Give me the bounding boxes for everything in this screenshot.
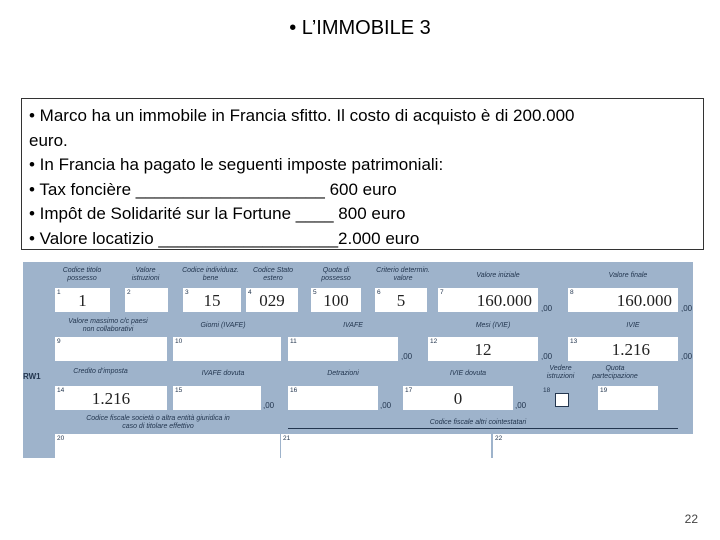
field-number: 21 xyxy=(283,435,291,442)
field-valore-iniziale[interactable] xyxy=(438,288,538,312)
field-value: 0 xyxy=(453,389,463,408)
row-label: RW1 xyxy=(23,372,41,381)
field-cointestatario-2[interactable] xyxy=(493,434,693,458)
text-line: • Valore locatizio ___________________2.000 euro xyxy=(29,228,420,248)
field-number: 3 xyxy=(185,289,189,296)
text-line: • In Francia ha pagato le seguenti imposte patrimoniali: xyxy=(29,155,444,174)
field-number: 22 xyxy=(495,435,503,442)
field-codice-fiscale-societa[interactable] xyxy=(55,434,280,458)
label-codice-fiscale-cointestatari: Codice fiscale altri cointestatari xyxy=(429,419,527,426)
field-number: 11 xyxy=(290,338,297,345)
field-number: 7 xyxy=(440,289,444,296)
label-ivie: IVIE xyxy=(626,322,640,329)
field-number: 4 xyxy=(248,289,252,296)
field-credito[interactable] xyxy=(55,386,167,410)
field-codice-stato[interactable] xyxy=(246,288,298,312)
label-valore-iniziale: Valore iniziale xyxy=(476,272,520,279)
field-quota[interactable] xyxy=(311,288,361,312)
field-number: 6 xyxy=(377,289,381,296)
field-quota-partecipazione[interactable] xyxy=(598,386,658,410)
field-number: 20 xyxy=(57,435,65,442)
divider xyxy=(288,428,678,429)
label-codice-individuaz: Codice individuaz. bene xyxy=(182,267,239,282)
field-number: 9 xyxy=(57,338,61,345)
field-ivie[interactable] xyxy=(568,337,678,361)
field-number: 2 xyxy=(127,289,131,296)
field-value: 160.000 xyxy=(476,291,532,310)
label-ivafe: IVAFE xyxy=(343,322,363,329)
label-codice-stato: Codice Stato estero xyxy=(252,267,294,282)
label-detrazioni: Detrazioni xyxy=(327,370,359,377)
rw1-tax-form xyxy=(23,262,693,458)
field-number: 5 xyxy=(313,289,317,296)
field-number: 10 xyxy=(175,338,183,345)
field-value: 12 xyxy=(474,340,492,359)
text-line: euro. xyxy=(29,130,68,150)
field-valore-istruzioni[interactable] xyxy=(125,288,168,312)
label-ivafe-dovuta: IVAFE dovuta xyxy=(201,370,245,377)
field-ivafe[interactable] xyxy=(288,337,398,361)
field-number: 12 xyxy=(430,338,438,345)
label-ivie-dovuta: IVIE dovuta xyxy=(449,370,487,377)
label-valore-finale: Valore finale xyxy=(608,272,648,279)
label-mesi: Mesi (IVIE) xyxy=(475,322,511,329)
field-value: 160.000 xyxy=(616,291,672,310)
label-valore-istruzioni: Valore istruzioni xyxy=(131,267,160,282)
field-number: 1 xyxy=(57,289,61,296)
field-detrazioni[interactable] xyxy=(288,386,378,410)
field-number: 17 xyxy=(405,387,413,394)
field-number: 18 xyxy=(543,387,551,394)
field-ivie-dovuta[interactable] xyxy=(403,386,513,410)
field-value: 1 xyxy=(78,291,87,310)
text-line: • Marco ha un immobile in Francia sfitto. Il costo di acquisto è di 200.000 xyxy=(29,106,575,125)
label-credito: Credito d’imposta xyxy=(73,368,128,375)
label-codice-titolo: Codice titolo possesso xyxy=(62,267,102,282)
cents-suffix: ,00 xyxy=(380,401,392,410)
label-giorni: Giorni (IVAFE) xyxy=(200,322,246,329)
field-codice-titolo[interactable] xyxy=(55,288,110,312)
field-number: 16 xyxy=(290,387,298,394)
field-valore-massimo[interactable] xyxy=(55,337,167,361)
page-number: 22 xyxy=(684,512,698,526)
label-valore-massimo: Valore massimo c/c paesi non collaborativi xyxy=(68,318,148,333)
field-value: 1.216 xyxy=(91,389,131,408)
field-cointestatario-1[interactable] xyxy=(281,434,491,458)
field-mesi[interactable] xyxy=(428,337,538,361)
exercise-text-box xyxy=(21,98,704,250)
label-codice-fiscale-societa: Codice fiscale società o altra entità giuridica in caso di titolare effettivo xyxy=(86,415,230,430)
field-codice-individuaz[interactable] xyxy=(183,288,241,312)
field-value: 15 xyxy=(203,291,221,310)
text-line: • Impôt de Solidarité sur la Fortune ____ 800 euro xyxy=(29,204,406,223)
cents-suffix: ,00 xyxy=(263,401,275,410)
cents-suffix: ,00 xyxy=(541,304,553,313)
field-number: 14 xyxy=(57,387,65,394)
cents-suffix: ,00 xyxy=(681,352,693,361)
field-number: 15 xyxy=(175,387,183,394)
cents-suffix: ,00 xyxy=(541,352,553,361)
field-number: 13 xyxy=(570,338,578,345)
label-criterio: Criterio determin. valore xyxy=(376,267,430,282)
checkbox-vedere-istruzioni[interactable] xyxy=(555,393,569,407)
cents-suffix: ,00 xyxy=(681,304,693,313)
field-giorni[interactable] xyxy=(173,337,281,361)
field-vedere-istruzioni[interactable] xyxy=(543,386,581,410)
field-criterio[interactable] xyxy=(375,288,427,312)
field-ivafe-dovuta[interactable] xyxy=(173,386,261,410)
text-line: • Tax foncière ____________________ 600 euro xyxy=(29,179,397,199)
field-value: 029 xyxy=(259,291,285,310)
field-value: 5 xyxy=(396,291,406,310)
field-value: 100 xyxy=(323,291,349,310)
cents-suffix: ,00 xyxy=(515,401,527,410)
field-number: 8 xyxy=(570,289,574,296)
field-value: 1.216 xyxy=(611,340,650,359)
cents-suffix: ,00 xyxy=(401,352,413,361)
slide-title: • L’IMMOBILE 3 xyxy=(289,17,431,39)
field-valore-finale[interactable] xyxy=(568,288,678,312)
label-quota-partecipazione: Quota partecipazione xyxy=(592,365,638,380)
label-quota: Quota di possesso xyxy=(321,267,351,282)
field-number: 19 xyxy=(600,387,608,394)
label-vedere-istruzioni: Vedere istruzioni xyxy=(546,365,575,380)
